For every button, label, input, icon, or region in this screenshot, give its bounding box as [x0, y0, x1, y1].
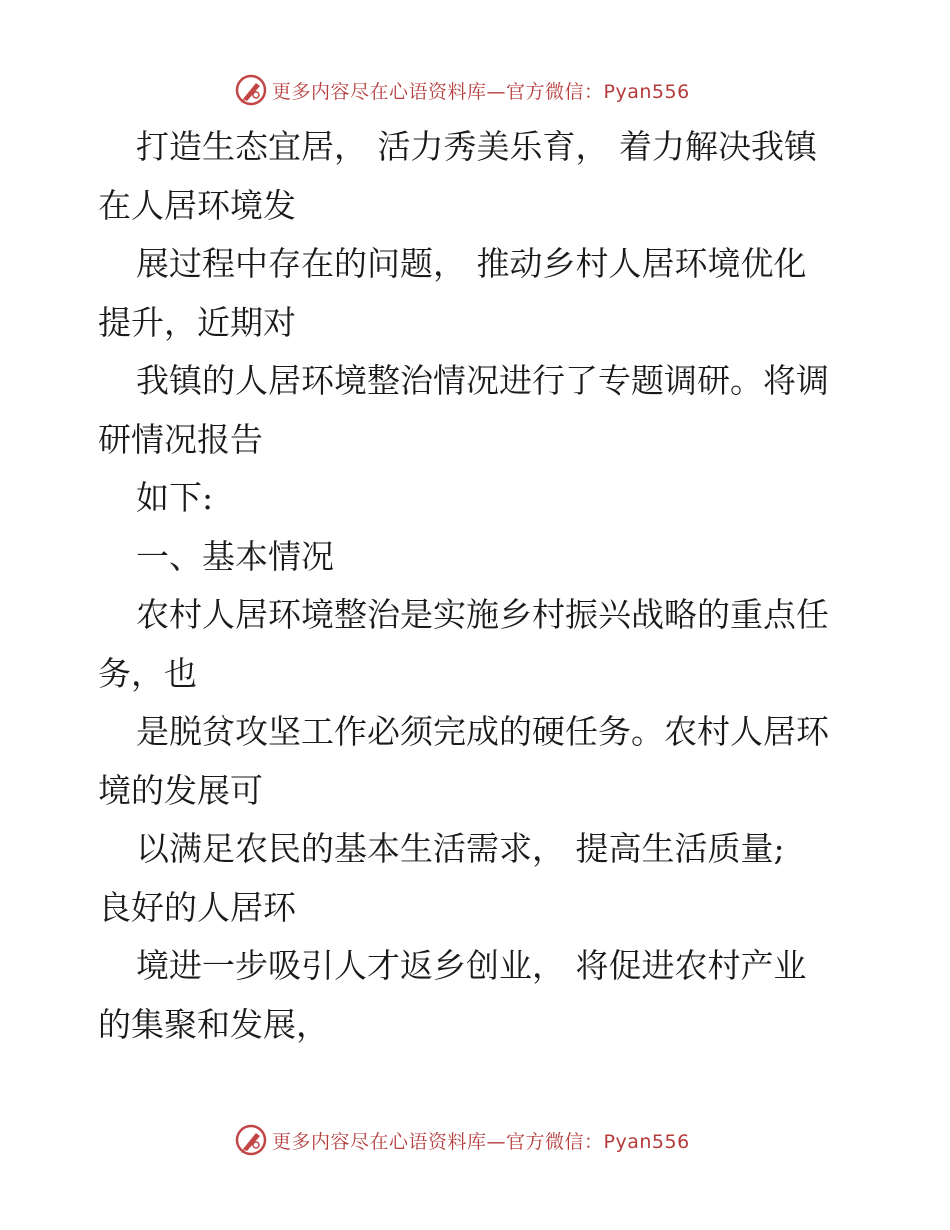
- line-text: 展过程中存在的问题， 推动乡村人居环境优化: [136, 244, 807, 283]
- text-line: [98, 586, 868, 645]
- footer-watermark: [234, 1120, 690, 1160]
- line-text: 是脱贫攻坚工作必须完成的硬任务。农村人居环: [136, 712, 829, 751]
- header-watermark: [234, 70, 690, 110]
- line-text: 我镇的人居环境整治情况进行了专题调研。将调: [136, 361, 829, 400]
- line-text: 农村人居环境整治是实施乡村振兴战略的重点任: [136, 595, 829, 634]
- text-line: [98, 762, 868, 821]
- document-body: [98, 118, 868, 1054]
- text-line: [98, 411, 868, 470]
- line-text: 境进一步吸引人才返乡创业， 将促进农村产业: [136, 946, 807, 985]
- text-line: [98, 352, 868, 411]
- line-text: 提升，近期对: [98, 302, 296, 342]
- line-text: 在人居环境发: [98, 185, 296, 225]
- line-text: 的集聚和发展，: [98, 1004, 329, 1044]
- line-text: 打造生态宜居， 活力秀美乐育， 着力解决我镇: [136, 127, 817, 166]
- line-text: 境的发展可: [98, 770, 263, 810]
- text-line: [98, 469, 868, 528]
- text-line: [98, 235, 868, 294]
- text-line: [98, 528, 868, 587]
- text-line: [98, 177, 868, 236]
- text-line: [98, 118, 868, 177]
- text-line: [98, 937, 868, 996]
- text-line: [98, 645, 868, 704]
- line-text: 一、基本情况: [136, 536, 334, 576]
- line-text: 如下:: [136, 478, 214, 517]
- line-text: 研情况报告: [98, 419, 263, 459]
- text-line: [98, 879, 868, 938]
- line-text: 以满足农民的基本生活需求， 提高生活质量;: [136, 829, 785, 868]
- watermark-text: 更多内容尽在心语资料库—官方微信：Pyan556: [272, 1130, 690, 1153]
- line-text: 良好的人居环: [98, 887, 296, 927]
- pen-logo-icon: [234, 73, 268, 107]
- pen-logo-icon: [234, 1123, 268, 1157]
- text-line: [98, 996, 868, 1055]
- text-line: [98, 703, 868, 762]
- text-line: [98, 294, 868, 353]
- text-line: [98, 820, 868, 879]
- line-text: 务，也: [98, 653, 197, 693]
- watermark-text: 更多内容尽在心语资料库—官方微信：Pyan556: [272, 80, 690, 103]
